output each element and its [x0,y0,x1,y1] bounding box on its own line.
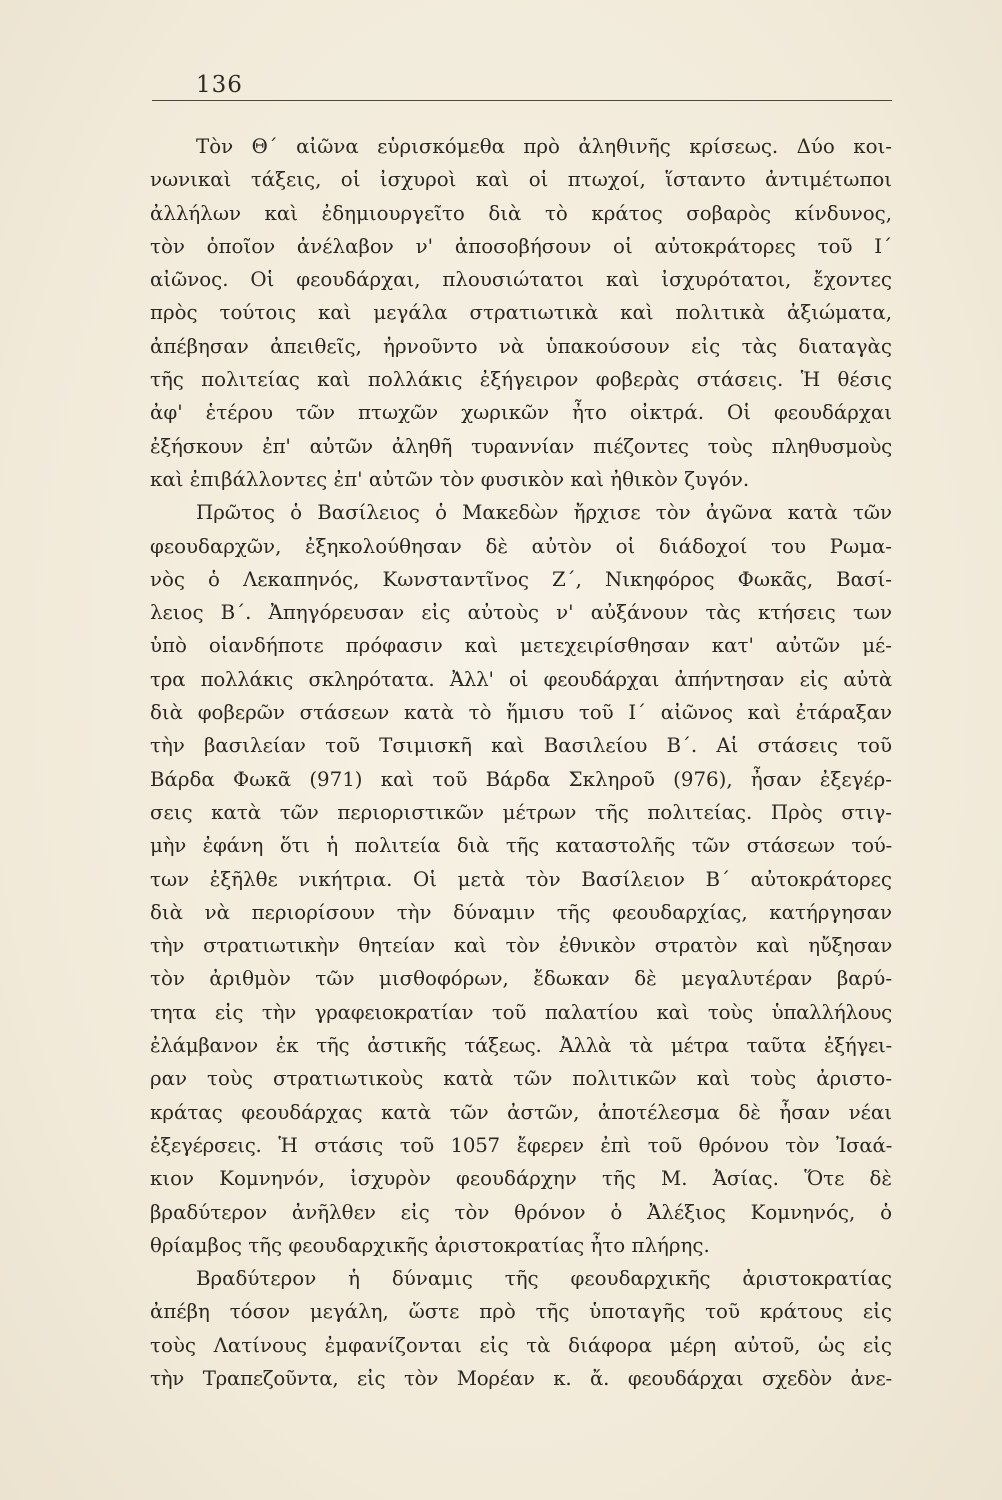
text-line: σεις κατὰ τῶν περιοριστικῶν μέτρων τῆς πολιτείας. Πρὸς στιγ- [150,800,892,824]
text-line: ἐξήσκουν ἐπ' αὐτῶν ἀληθῆ τυραννίαν πιέζοντες τοὺς πληθυσμοὺς [150,434,892,458]
page-header [152,60,892,104]
text-line: των ἐξῆλθε νικήτρια. Οἱ μετὰ τὸν Βασίλειον Β΄ αὐτοκράτορες [150,867,892,891]
text-line: τητα εἰς τὴν γραφειοκρατίαν τοῦ παλατίου καὶ τοὺς ὑπαλλήλους [150,1000,892,1024]
text-line: βραδύτερον ἀνῆλθεν εἰς τὸν θρόνον ὁ Ἀλέξιος Κομνηνός, ὁ [150,1200,892,1224]
text-line: ἀπέβησαν ἀπειθεῖς, ἠρνοῦντο νὰ ὑπακούσουν εἰς τὰς διαταγὰς [150,334,892,358]
text-line: ἐλάμβανον ἐκ τῆς ἀστικῆς τάξεως. Ἀλλὰ τὰ μέτρα ταῦτα ἐξήγει- [150,1034,892,1058]
text-line: τὴν Τραπεζοῦντα, εἰς τὸν Μορέαν κ. ἄ. φεουδάρχαι σχεδὸν ἀνε- [150,1366,892,1390]
text-line: κιον Κομνηνόν, ἰσχυρὸν φεουδάρχην τῆς Μ. Ἀσίας. Ὅτε δὲ [150,1167,892,1191]
text-line: τὸν ἀριθμὸν τῶν μισθοφόρων, ἔδωκαν δὲ μεγαλυτέραν βαρύ- [150,967,892,991]
text-line: διὰ νὰ περιορίσουν τὴν δύναμιν τῆς φεουδαρχίας, κατήργησαν [150,900,892,924]
text-line: ἀφ' ἑτέρου τῶν πτωχῶν χωρικῶν ἦτο οἰκτρά. Οἱ φεουδάρχαι [150,401,892,425]
text-line: Βραδύτερον ἡ δύναμις τῆς φεουδαρχικῆς ἀριστοκρατίας [196,1267,892,1291]
text-line: νὸς ὁ Λεκαπηνός, Κωνσταντῖνος Ζ΄, Νικηφόρος Φωκᾶς, Βασί- [150,567,892,591]
text-line: κράτας φεουδάρχας κατὰ τῶν ἀστῶν, ἀποτέλεσμα δὲ ἦσαν νέαι [150,1100,892,1124]
text-line: τὸν ὁποῖον ἀνέλαβον ν' ἀποσοβήσουν οἱ αὐτοκράτορες τοῦ Ι΄ [150,234,892,258]
text-line: Τὸν Θ΄ αἰῶνα εὑρισκόμεθα πρὸ ἀληθινῆς κρίσεως. Δύο κοι- [196,135,892,158]
text-line: αἰῶνος. Οἱ φεουδάρχαι, πλουσιώτατοι καὶ ἰσχυρότατοι, ἔχοντες [150,268,892,292]
text-line: τρα πολλάκις σκληρότατα. Ἀλλ' οἱ φεουδάρχαι ἀπήντησαν εἰς αὐτὰ [150,667,892,691]
text-line: ραν τοὺς στρατιωτικοὺς κατὰ τῶν πολιτικῶν καὶ τοὺς ἀριστο- [150,1067,892,1091]
text-line: διὰ φοβερῶν στάσεων κατὰ τὸ ἥμισυ τοῦ Ι΄ αἰῶνος καὶ ἐτάραξαν [150,701,892,725]
text-line: λειος Β΄. Ἀπηγόρευσαν εἰς αὐτοὺς ν' αὐξάνουν τὰς κτήσεις των [150,601,892,625]
text-line: Βάρδα Φωκᾶ (971) καὶ τοῦ Βάρδα Σκληροῦ (976), ἦσαν ἐξεγέρ- [150,767,892,791]
text-line: καὶ ἐπιβάλλοντες ἐπ' αὐτῶν τὸν φυσικὸν καὶ ἠθικὸν ζυγόν. [150,467,750,491]
text-line: νωνικαὶ τάξεις, οἱ ἰσχυροὶ καὶ οἱ πτωχοί, ἵσταντο ἀντιμέτωποι [150,168,892,192]
text-line: τῆς πολιτείας καὶ πολλάκις ἐξήγειρον φοβερὰς στάσεις. Ἡ θέσις [150,368,892,392]
text-line: θρίαμβος τῆς φεουδαρχικῆς ἀριστοκρατίας ἦτο πλήρης. [150,1233,710,1257]
text-line: ἐξεγέρσεις. Ἡ στάσις τοῦ 1057 ἔφερεν ἐπὶ τοῦ θρόνου τὸν Ἰσαά- [150,1133,892,1157]
text-line: πρὸς τούτοις καὶ μεγάλα στρατιωτικὰ καὶ πολιτικὰ ἀξιώματα, [150,301,892,325]
text-line: φεουδαρχῶν, ἐξηκολούθησαν δὲ αὐτὸν οἱ διάδοχοί του Ρωμα- [150,534,892,558]
header-rule [152,100,892,101]
text-line: μὴν ἐφάνη ὅτι ἡ πολιτεία διὰ τῆς καταστολῆς τῶν στάσεων τού- [150,834,892,858]
body-text [150,130,892,1395]
text-line: ἀπέβη τόσον μεγάλη, ὥστε πρὸ τῆς ὑποταγῆς τοῦ κράτους εἰς [150,1300,892,1324]
text-line: τὴν βασιλείαν τοῦ Τσιμισκῆ καὶ Βασιλείου Β΄. Αἱ στάσεις τοῦ [150,734,892,758]
text-line: ἀλλήλων καὶ ἐδημιουργεῖτο διὰ τὸ κράτος σοβαρὸς κίνδυνος, [150,201,892,225]
text-line: Πρῶτος ὁ Βασίλειος ὁ Μακεδὼν ἤρχισε τὸν ἀγῶνα κατὰ τῶν [196,501,892,525]
text-line: τὴν στρατιωτικὴν θητείαν καὶ τὸν ἐθνικὸν στρατὸν καὶ ηὔξησαν [150,934,892,958]
page-number: 136 [196,72,243,98]
text-line: ὑπὸ οἱανδήποτε πρόφασιν καὶ μετεχειρίσθησαν κατ' αὐτῶν μέ- [150,634,892,658]
text-line: τοὺς Λατίνους ἐμφανίζονται εἰς τὰ διάφορα μέρη αὐτοῦ, ὡς εἰς [150,1333,892,1357]
